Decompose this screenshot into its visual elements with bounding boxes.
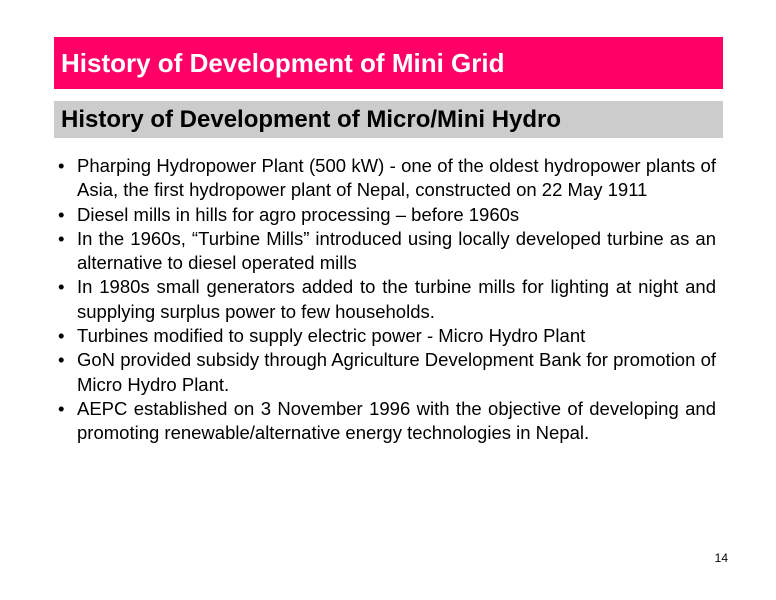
- bullet-item: [58, 227, 716, 276]
- bullet-icon: •: [58, 397, 65, 419]
- bullet-icon: •: [58, 227, 65, 249]
- bullet-list: [58, 154, 716, 446]
- bullet-item: [58, 397, 716, 446]
- bullet-icon: •: [58, 325, 65, 347]
- title-banner: [54, 37, 723, 89]
- bullet-text: AEPC established on 3 November 1996 with the objective of developing and promoting renewable/alternative energy technologies in Nepal.: [77, 397, 716, 444]
- slide-title: History of Development of Mini Grid: [61, 48, 505, 78]
- bullet-icon: •: [58, 349, 65, 371]
- bullet-text: Diesel mills in hills for agro processing – before 1960s: [77, 203, 520, 225]
- bullet-text: Pharping Hydropower Plant (500 kW) - one of the oldest hydropower plants of Asia, the first hydropower plant of Nepal, constructed on 22 May 1911: [77, 155, 716, 201]
- slide-subtitle: History of Development of Micro/Mini Hydro: [61, 105, 562, 133]
- bullet-item: [58, 324, 716, 348]
- bullet-text: Turbines modified to supply electric power - Micro Hydro Plant: [77, 325, 586, 347]
- bullet-item: [58, 348, 716, 397]
- bullet-text: In the 1960s, “Turbine Mills” introduced using locally developed turbine as an alternative to diesel operated mills: [77, 227, 716, 274]
- page-number: 14: [714, 551, 728, 565]
- bullet-icon: •: [58, 276, 65, 298]
- subtitle-banner: [54, 101, 723, 138]
- bullet-icon: •: [58, 155, 65, 176]
- bullet-item: [58, 275, 716, 324]
- bullet-item: [58, 203, 716, 227]
- bullet-item: [58, 154, 716, 203]
- bullet-text: GoN provided subsidy through Agriculture Development Bank for promotion of Micro Hydro Plant.: [77, 349, 716, 395]
- bullet-text: In 1980s small generators added to the turbine mills for lighting at night and supplying surplus power to few households.: [77, 276, 716, 322]
- bullet-icon: •: [58, 203, 65, 225]
